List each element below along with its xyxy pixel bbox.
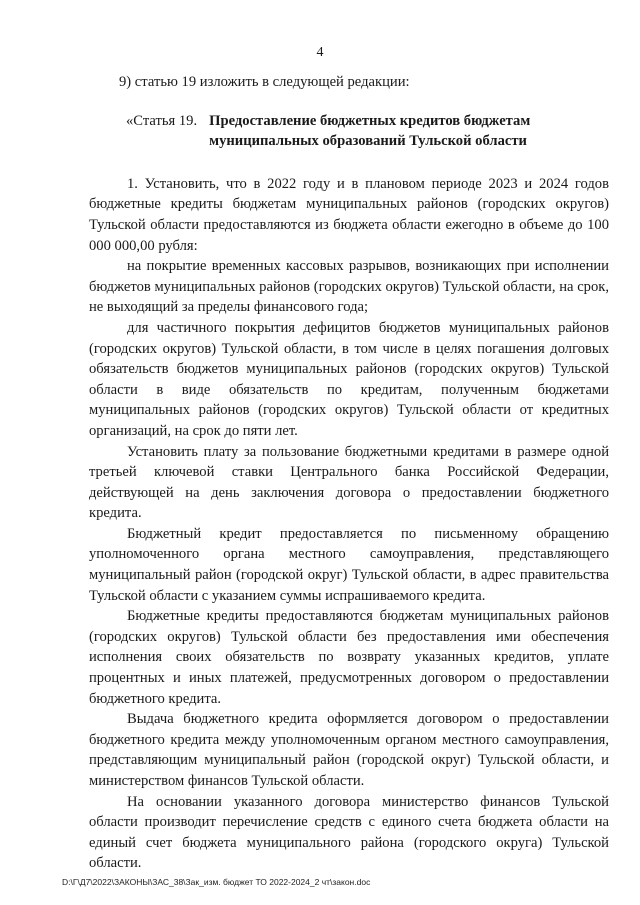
page-number: 4 [316, 45, 324, 60]
file-path-footer: D:\Г\Д7\2022\ЗАКОНЫ\ЗАС_38\Зак_изм. бюджет ТО 2022-2024_2 чт\закон.doc [62, 877, 371, 887]
paragraph-5: Бюджетный кредит предоставляется по письменному обращению уполномоченного органа местного самоуправления, представляющего муниципальный район (городской округ) Тульской области, в адрес правительства Тульской области с указанием суммы испрашиваемого кредита. [89, 525, 609, 604]
paragraph-1: 1. Установить, что в 2022 году и в плановом периоде 2023 и 2024 годов бюджетные кредиты бюджетам муниципальных районов (городских округов) Тульской области предоставляются из бюджета области ежегодно в объеме до 100 000 000,00 рубля: [89, 175, 609, 254]
document-body [89, 72, 609, 874]
paragraph-7: Выдача бюджетного кредита оформляется договором о предоставлении бюджетного кредита между уполномоченным органом местного самоуправления, представляющим муниципальный район (городской округ) Тульской области, и министерством финансов Тульской области. [89, 711, 609, 789]
article-title: Предоставление бюджетных кредитов бюджетам муниципальных образований Тульской области [209, 112, 531, 150]
paragraph-3: для частичного покрытия дефицитов бюджетов муниципальных районов (городских округов) Тульской области, в том числе в целях погашения долговых обязательств бюджетов муниципальных районов (городских округов) Тульской области в виде обязательств по кредитам, полученным бюджетами муниципальных районов (городских округов) Тульской области от кредитных организаций, на срок до пяти лет. [89, 319, 609, 439]
paragraph-6: Бюджетные кредиты предоставляются бюджетам муниципальных районов (городских округов) Тульской области без предоставления ими обеспечения исполнения своих обязательств по возврату указанных кредитов, уплате процентных и иных платежей, предусмотренных договором о предоставлении бюджетного кредита. [89, 608, 609, 707]
paragraph-4: Установить плату за пользование бюджетными кредитами в размере одной третьей ключевой ставки Центрального банка Российской Федерации, действующей на день заключения договора о предоставлении бюджетного кредита. [89, 443, 609, 522]
article-heading [126, 111, 609, 152]
amendment-intro: 9) статью 19 изложить в следующей редакции: [119, 74, 410, 90]
paragraph-2: на покрытие временных кассовых разрывов, возникающих при исполнении бюджетов муниципальных районов (городских округов) Тульской области, на срок, не выходящий за пределы финансового года; [89, 258, 609, 316]
article-label: «Статья 19. [126, 112, 198, 129]
paragraph-8: На основании указанного договора министерство финансов Тульской области производит перечисление средств с единого счета бюджета области на единый счет бюджета муниципального района (городского округа) Тульской области. [89, 793, 609, 872]
